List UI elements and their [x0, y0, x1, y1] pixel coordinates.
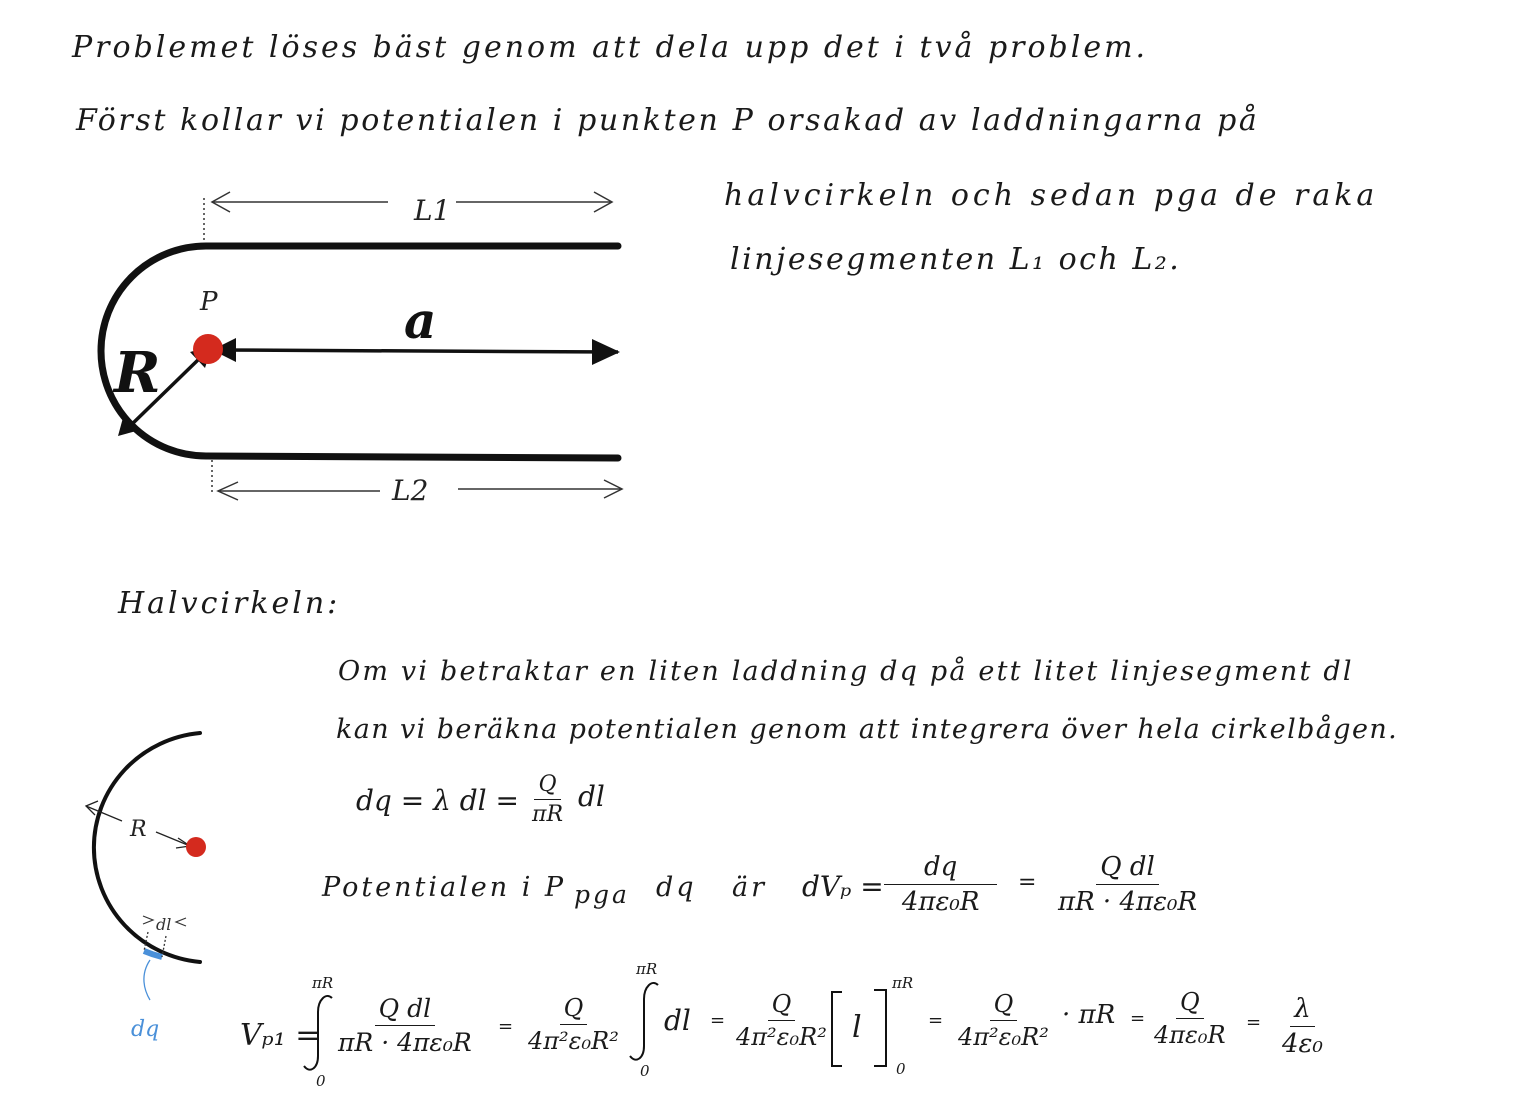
eq2-f2-num: Q dl	[1096, 852, 1159, 885]
eq1-den: πR	[532, 802, 564, 827]
eq3-eq-b: =	[710, 1010, 726, 1031]
intro-line-2: Först kollar vi potentialen i punkten P orsakad av laddningarna på	[76, 103, 1260, 138]
eq3-f3-den: 4π²ε₀R²	[736, 1023, 827, 1051]
label-dq: dq	[131, 1017, 160, 1042]
eq3-fraction-3	[732, 990, 831, 1051]
eq3-dl: dl	[664, 1004, 691, 1037]
eq3-eq-c: =	[928, 1010, 944, 1031]
bracket-right	[874, 990, 886, 1066]
eq3-bracket-var: l	[852, 1010, 862, 1045]
section-para-1: Om vi betraktar en liten laddning dq på ett litet linjesegment dl	[338, 656, 1354, 687]
eq2-f2-den: πR · 4πε₀R	[1058, 887, 1198, 917]
point-p-charge	[193, 334, 223, 364]
eq3-int2-upper: πR	[636, 960, 658, 978]
eq3-f1-den: πR · 4πε₀R	[338, 1028, 472, 1057]
label-R-small: R	[130, 817, 147, 842]
eq3-f4-den: 4π²ε₀R²	[958, 1023, 1049, 1051]
eq3-fraction-6	[1278, 994, 1327, 1059]
eq3-br-lower: 0	[896, 1060, 906, 1078]
a-arrow	[220, 350, 618, 352]
eq3-f5-den: 4πε₀R	[1154, 1021, 1226, 1049]
label-R: R	[114, 340, 161, 406]
label-L2: L2	[392, 474, 429, 507]
eq3-eq-e: =	[1246, 1012, 1262, 1033]
dimension-L1	[204, 192, 612, 242]
eq3-br-upper: πR	[892, 974, 914, 992]
eq2-fraction-1	[884, 852, 997, 917]
eq3-eq-d: =	[1130, 1008, 1146, 1029]
bracket-left	[832, 992, 842, 1066]
eq2-equals: =	[1018, 870, 1037, 895]
eq3-int-lower: 0	[316, 1072, 326, 1090]
eq2-f1-den: 4πε₀R	[901, 887, 980, 917]
eq2-lhs: dVₚ =	[802, 870, 884, 903]
eq3-int2-lower: 0	[640, 1062, 650, 1080]
eq3-fraction-1	[334, 994, 476, 1057]
eq1-lhs: dq = λ dl =	[356, 784, 519, 817]
eq3-fraction-2	[524, 994, 623, 1055]
label-dl: dl	[156, 915, 172, 934]
eq3-f6-den: 4ε₀	[1282, 1029, 1323, 1059]
eq1-num: Q	[534, 772, 560, 800]
intro-line-4: linjesegmenten L₁ och L₂.	[730, 242, 1182, 277]
label-P: P	[200, 287, 218, 317]
eq2-f1-num: dq	[884, 852, 997, 885]
intro-line-3: halvcirkeln och sedan pga de raka	[724, 178, 1379, 213]
eq3-times: · πR	[1062, 1000, 1116, 1030]
eq3-f2-num: Q	[560, 994, 588, 1025]
eq3-fraction-5	[1150, 988, 1230, 1049]
eq3-lhs: Vₚ₁ =	[240, 1018, 321, 1053]
section-heading: Halvcirkeln:	[118, 586, 341, 621]
eq3-f6-num: λ	[1290, 994, 1314, 1027]
section-para-2: kan vi beräkna potentialen genom att integrera över hela cirkelbågen.	[336, 714, 1399, 745]
eq2-text-pga: pga	[574, 880, 630, 909]
eq3-f1-num: Q dl	[375, 994, 435, 1026]
label-a: a	[404, 291, 437, 350]
eq1-fraction	[528, 772, 567, 827]
integral-sign-2	[630, 983, 658, 1060]
eq3-f2-den: 4π²ε₀R²	[528, 1027, 619, 1055]
eq3-f5-num: Q	[1176, 988, 1204, 1019]
eq2-text-ar: är	[732, 872, 768, 903]
eq3-f4-num: Q	[990, 990, 1018, 1021]
intro-line-1: Problemet löses bäst genom att dela upp det i två problem.	[72, 30, 1149, 65]
eq3-int-upper: πR	[312, 974, 334, 992]
point-p-charge-small	[186, 837, 206, 857]
dq-pointer	[144, 960, 150, 1000]
eq2-text-dq: dq	[656, 872, 697, 903]
eq1-tail: dl	[578, 780, 605, 813]
eq3-f3-num: Q	[768, 990, 796, 1021]
eq3-eq-a: =	[498, 1016, 514, 1037]
eq2-text-a: Potentialen i P	[322, 872, 567, 903]
label-L1: L1	[414, 194, 451, 227]
eq2-fraction-2	[1054, 852, 1201, 917]
eq3-fraction-4	[954, 990, 1053, 1051]
